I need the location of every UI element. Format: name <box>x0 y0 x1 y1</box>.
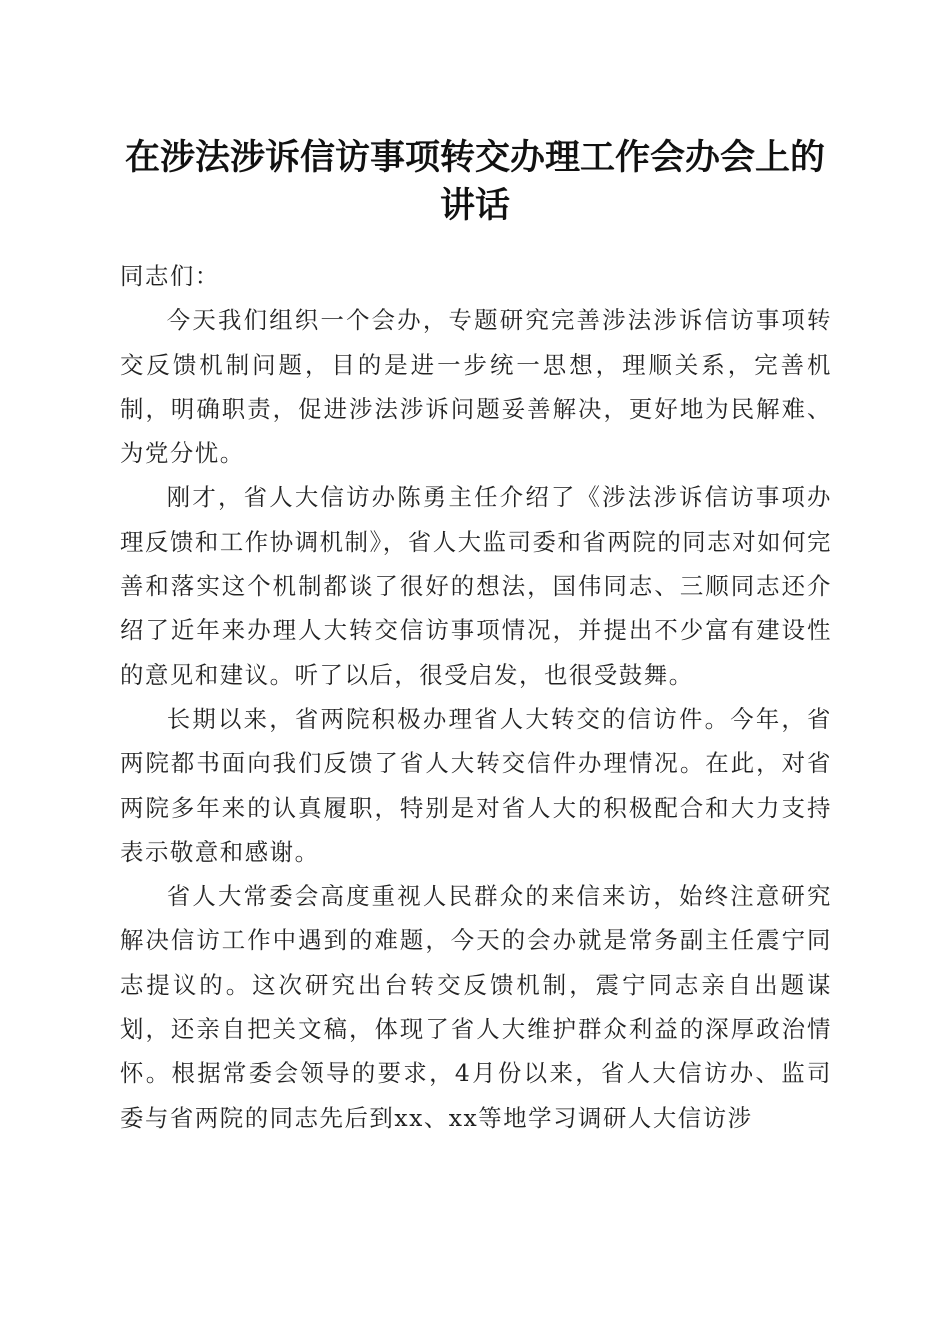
paragraph-4: 省人大常委会高度重视人民群众的来信来访，始终注意研究解决信访工作中遇到的难题，今天的会办就是常务副主任震宁同志提议的。这次研究出台转交反馈机制，震宁同志亲自出题谋划，还亲自把关文稿，体现了省人大维护群众利益的深厚政治情怀。根据常委会领导的要求，4月份以来，省人大信访办、监司委与省两院的同志先后到xx、xx等地学习调研人大信访涉 <box>120 882 832 1132</box>
document-body <box>120 254 832 1140</box>
paragraph-3: 长期以来，省两院积极办理省人大转交的信访件。今年，省两院都书面向我们反馈了省人大转交信件办理情况。在此，对省两院多年来的认真履职，特别是对省人大的积极配合和大力支持表示敬意和感谢。 <box>120 704 832 866</box>
paragraph-1: 今天我们组织一个会办，专题研究完善涉法涉诉信访事项转交反馈机制问题，目的是进一步统一思想，理顺关系，完善机制，明确职责，促进涉法涉诉问题妥善解决，更好地为民解难、为党分忧。 <box>120 306 832 468</box>
paragraph-2: 刚才，省人大信访办陈勇主任介绍了《涉法涉诉信访事项办理反馈和工作协调机制》，省人大监司委和省两院的同志对如何完善和落实这个机制都谈了很好的想法，国伟同志、三顺同志还介绍了近年来办理人大转交信访事项情况，并提出不少富有建设性的意见和建议。听了以后，很受启发，也很受鼓舞。 <box>120 483 832 689</box>
document-title <box>100 134 850 230</box>
salutation: 同志们： <box>120 262 220 290</box>
title-line-1: 在涉法涉诉信访事项转交办理工作会办会上的 <box>124 137 825 178</box>
title-line-2: 讲话 <box>439 185 510 226</box>
